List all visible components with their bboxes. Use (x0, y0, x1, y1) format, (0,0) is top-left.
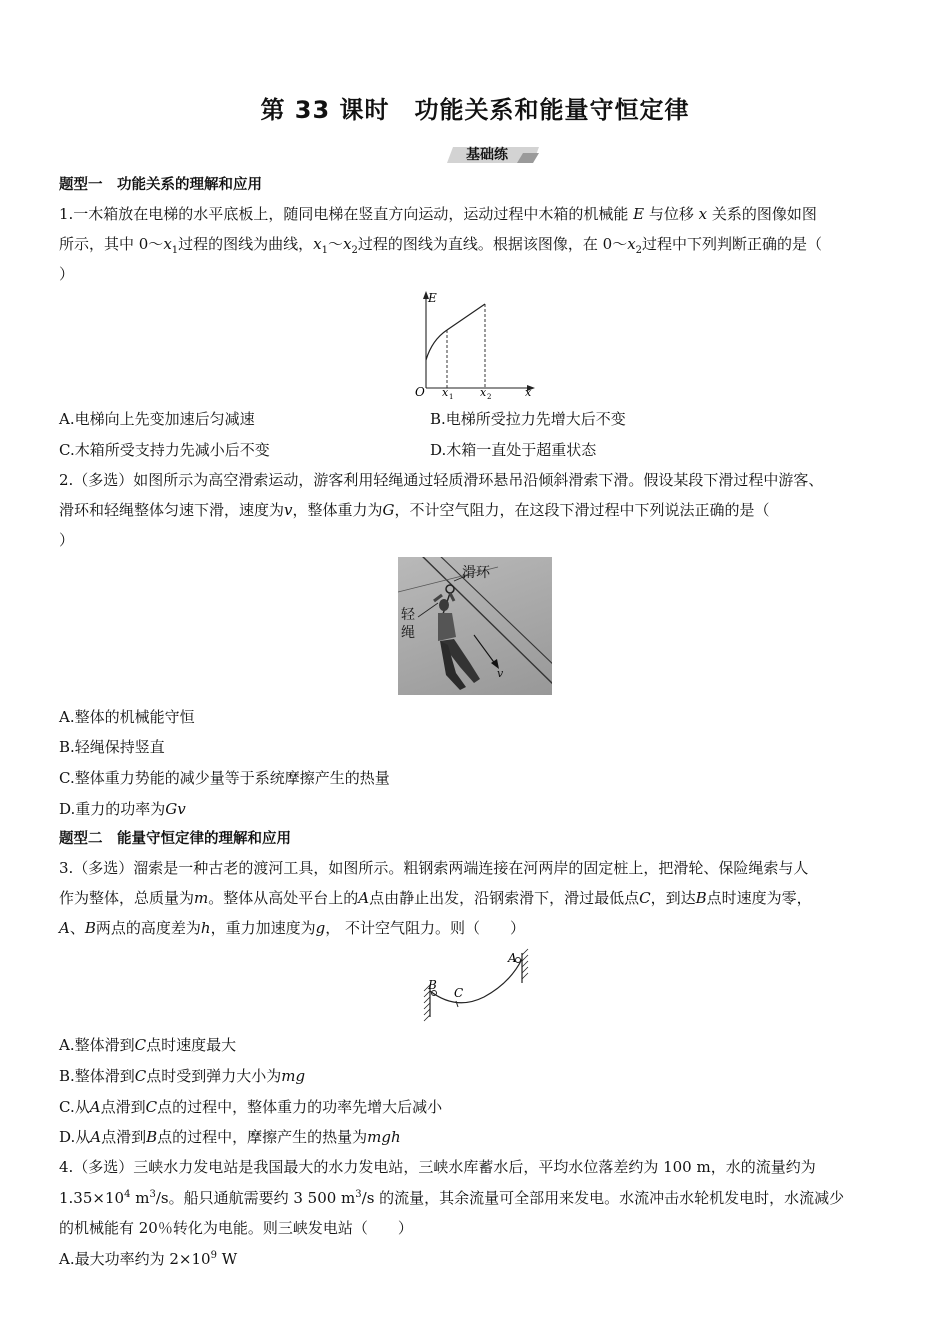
q3-cable-curve (430, 959, 522, 1003)
q1-var-x1: x (163, 235, 172, 253)
badge-label: 基础练 (466, 147, 508, 163)
section-heading-2: 题型二 能量守恒定律的理解和应用 (59, 831, 291, 847)
q4-sup: 3 (355, 1189, 362, 1200)
q1-var-x2: x (343, 235, 352, 253)
q2-label-ring: 滑环 (462, 565, 490, 581)
q3-text: 点时速度为零， (706, 889, 812, 907)
q1-energy-graph (408, 288, 538, 400)
q3-var-B: B (146, 1128, 158, 1146)
q3-text: C.从 (59, 1098, 90, 1116)
q1-option-b: B.电梯所受拉力先增大后不变 (430, 410, 626, 428)
q3-text: 点滑到 (101, 1128, 147, 1146)
q3-text: 、 (69, 919, 85, 937)
q3-text: 点的过程中，摩擦产生的热量为 (157, 1128, 368, 1146)
q1-sub: 1 (171, 245, 179, 256)
q2-label-rope-1: 轻 (401, 607, 415, 623)
q3-option-a (59, 1035, 236, 1055)
q2-label-v: v (497, 667, 504, 680)
q4-line-3: 的机械能有 20％转化为电能。则三峡发电站（ ） (59, 1219, 413, 1237)
q3-var-m: m (194, 889, 209, 907)
q3-var-A: A (90, 1128, 102, 1146)
q4-text: /s 的流量，其余流量可全部用来发电。水流冲击水轮机发电时，水流减少 (361, 1189, 845, 1207)
q3-text: 两点的高度差为 (95, 919, 201, 937)
q1-curve-segment (426, 330, 447, 360)
q4-text: W (216, 1250, 238, 1268)
q1-text: 过程的图线为直线。根据该图像，在 0～ (357, 235, 628, 253)
q1-text: 所示，其中 0～ (59, 235, 164, 253)
q3-var-h: h (200, 919, 211, 937)
q3-line-3 (59, 918, 525, 938)
q1-sub: 1 (321, 245, 329, 256)
q1-var-x: x (698, 205, 708, 223)
q3-text: ，重力加速度为 (210, 919, 316, 937)
q1-graph-label-x2: x (480, 386, 487, 399)
q1-sub: 2 (635, 245, 643, 256)
q2-option-a: A.整体的机械能守恒 (59, 708, 195, 726)
q1-text: 过程中下列判断正确的是（ (642, 235, 823, 253)
q3-var-C: C (145, 1098, 158, 1116)
q3-text: 点时受到弹力大小为 (146, 1067, 282, 1085)
q3-text: 作为整体，总质量为 (59, 889, 195, 907)
q4-text: m (130, 1189, 150, 1207)
q3-var-mgh: mgh (367, 1128, 401, 1146)
q1-line-segment (447, 304, 485, 330)
q3-option-b (59, 1066, 305, 1086)
q3-var-g: g (315, 919, 326, 937)
q2-var-v: v (284, 501, 293, 519)
q2-zipline-photo (398, 557, 552, 695)
q2-text: 滑环和轻绳整体匀速下滑，速度为 (59, 501, 285, 519)
q1-graph-label-x: x (525, 386, 532, 399)
q1-sub: 2 (351, 245, 358, 256)
q4-line-2 (59, 1188, 844, 1208)
q1-text: 与位移 (648, 205, 694, 223)
q2-photo-drawing (398, 557, 552, 695)
q4-line-1: 4.（多选）三峡水力发电站是我国最大的水力发电站，三峡水库蓄水后，平均水位落差约为 100 m，水的流量约为 (59, 1158, 816, 1176)
q2-line-1: 2.（多选）如图所示为高空滑索运动，游客利用轻绳通过轻质滑环悬吊沿倾斜滑索下滑。假设某段下滑过程中游客、 (59, 471, 824, 489)
q2-option-c: C.整体重力势能的减少量等于系统摩擦产生的热量 (59, 769, 390, 787)
q2-line-2 (59, 500, 770, 520)
q4-sup: 3 (149, 1189, 156, 1200)
q3-option-c (59, 1097, 442, 1117)
q1-option-d: D.木箱一直处于超重状态 (430, 441, 597, 459)
section-badge (447, 145, 539, 165)
q3-line-2 (59, 888, 812, 908)
q3-line-1: 3.（多选）溜索是一种古老的渡河工具，如图所示。粗钢索两端连接在河两岸的固定桩上，把滑轮、保险绳索与人 (59, 859, 809, 877)
q2-var-G: G (382, 501, 395, 519)
q4-option-a (59, 1249, 237, 1269)
q1-line-2 (59, 234, 822, 254)
q1-graph-label-E: E (428, 291, 437, 305)
q1-graph-label-x2-sub: 2 (487, 393, 492, 400)
q3-diagram-label-B: B (428, 978, 437, 992)
q2-text: ，整体重力为 (292, 501, 383, 519)
q2-text: D.重力的功率为 (59, 800, 166, 818)
q4-text: /s。船只通航需要约 3 500 m (155, 1189, 356, 1207)
q3-text: 点滑到 (100, 1098, 146, 1116)
page-title: 第 33 课时 功能关系和能量守恒定律 (260, 96, 690, 124)
q4-sup: 4 (124, 1189, 131, 1200)
q1-var-x1b: x (313, 235, 322, 253)
q3-var-C: C (134, 1036, 147, 1054)
q3-option-d (59, 1127, 401, 1147)
q3-text: 点的过程中，整体重力的功率先增大后减小 (157, 1098, 443, 1116)
q3-var-A: A (59, 919, 70, 937)
q1-line-1 (59, 204, 817, 224)
q2-option-d (59, 799, 186, 819)
q3-text: ，到达 (650, 889, 696, 907)
q1-text: 关系的图像如图 (711, 205, 817, 223)
q2-var-Gv: Gv (165, 800, 186, 818)
q3-text: B.整体滑到 (59, 1067, 135, 1085)
q4-sup: 9 (210, 1250, 217, 1261)
q3-var-A: A (89, 1098, 101, 1116)
q3-text: 。整体从高处平台上的 (208, 889, 359, 907)
q3-var-C: C (134, 1067, 147, 1085)
q1-text: 1.一木箱放在电梯的水平底板上，随同电梯在竖直方向运动，运动过程中木箱的机械能 (59, 205, 629, 223)
q1-option-a: A.电梯向上先变加速后匀减速 (59, 410, 255, 428)
q1-text: 过程的图线为曲线， (178, 235, 314, 253)
q3-text: 点由静止出发，沿钢索滑下，滑过最低点 (369, 889, 640, 907)
q1-graph-label-x1-sub: 1 (449, 393, 454, 400)
q3-text: ， 不计空气阻力。则（ ） (325, 919, 525, 937)
q1-var-x2b: x (627, 235, 636, 253)
q1-line-3: ） (59, 265, 75, 283)
q3-text: D.从 (59, 1128, 91, 1146)
q3-var-B: B (84, 919, 96, 937)
q4-text: 1.35×10 (59, 1189, 125, 1207)
q3-diagram-label-A: A (508, 951, 517, 965)
q3-cable-diagram (414, 945, 534, 1025)
q3-text: A.整体滑到 (59, 1036, 135, 1054)
q3-text: 点时速度最大 (146, 1036, 237, 1054)
q3-diagram-label-C: C (454, 986, 464, 1000)
q1-option-c: C.木箱所受支持力先减小后不变 (59, 441, 270, 459)
q1-graph-label-x1: x (442, 386, 449, 399)
q1-graph-label-O: O (415, 385, 425, 399)
q3-var-B: B (695, 889, 707, 907)
q3-var-C: C (639, 889, 651, 907)
q2-line-3: ） (59, 531, 75, 549)
q2-option-b: B.轻绳保持竖直 (59, 738, 165, 756)
q3-var-mg: mg (281, 1067, 306, 1085)
q4-text: A.最大功率约为 2×10 (59, 1250, 211, 1268)
q1-var-E: E (633, 205, 645, 223)
q3-var-A: A (358, 889, 370, 907)
q1-text: ～ (328, 235, 344, 253)
q2-label-rope-2: 绳 (401, 625, 415, 641)
section-heading-1: 题型一 功能关系的理解和应用 (59, 177, 262, 193)
q2-text: ，不计空气阻力，在这段下滑过程中下列说法正确的是（ (394, 501, 770, 519)
